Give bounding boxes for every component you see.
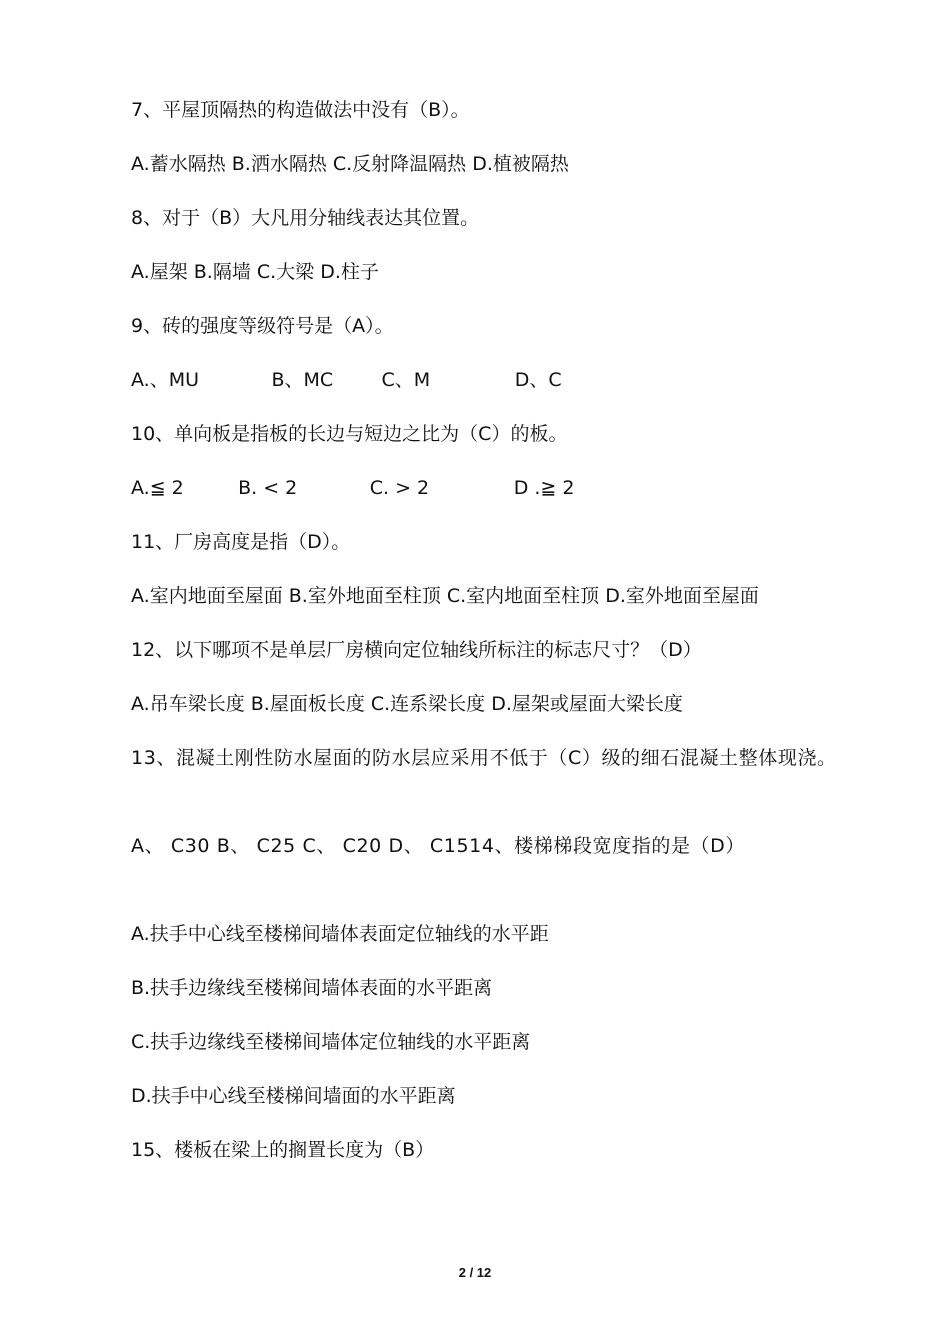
question-12-options: A.吊车梁长度 B.屋面板长度 C.连系梁长度 D.屋架或屋面大梁长度: [131, 693, 683, 715]
question-11: 11、厂房高度是指（D）。: [131, 531, 351, 553]
question-11-options: A.室内地面至屋面 B.室外地面至柱顶 C.室内地面至柱顶 D.室外地面至屋面: [131, 585, 759, 607]
question-8-options: A.屋架 B.隔墙 C.大梁 D.柱子: [131, 261, 379, 283]
question-9-options: A.、MU B、MC C、M D、C: [131, 369, 562, 391]
question-14-option-a: A.扶手中心线至楼梯间墙体表面定位轴线的水平距: [131, 923, 549, 945]
question-10-options: A.≦ 2 B. < 2 C. > 2 D .≧ 2: [131, 477, 575, 499]
question-14-option-c: C.扶手边缘线至楼梯间墙体定位轴线的水平距离: [131, 1031, 531, 1053]
question-14-option-d: D.扶手中心线至楼梯间墙面的水平距离: [131, 1085, 456, 1107]
question-7-options: A.蓄水隔热 B.洒水隔热 C.反射降温隔热 D.植被隔热: [131, 153, 569, 175]
question-13: 13、混凝土刚性防水屋面的防水层应采用不低于（C）级的细石混凝土整体现浇。: [131, 747, 837, 769]
question-8: 8、对于（B）大凡用分轴线表达其位置。: [131, 207, 480, 229]
question-9: 9、砖的强度等级符号是（A）。: [131, 315, 394, 337]
question-12: 12、以下哪项不是单层厂房横向定位轴线所标注的标志尺寸？（D）: [131, 639, 702, 661]
question-7: 7、平屋顶隔热的构造做法中没有（B）。: [131, 99, 470, 121]
question-14-option-b: B.扶手边缘线至楼梯间墙体表面的水平距离: [131, 977, 493, 999]
question-13-options-and-question-14: A、 C30 B、 C25 C、 C20 D、 C1514、楼梯梯段宽度指的是（D）: [131, 835, 745, 857]
question-10: 10、单向板是指板的长边与短边之比为（C）的板。: [131, 423, 568, 445]
question-15: 15、楼板在梁上的搁置长度为（B）: [131, 1139, 435, 1161]
page-number: 2 / 12: [458, 1265, 492, 1280]
